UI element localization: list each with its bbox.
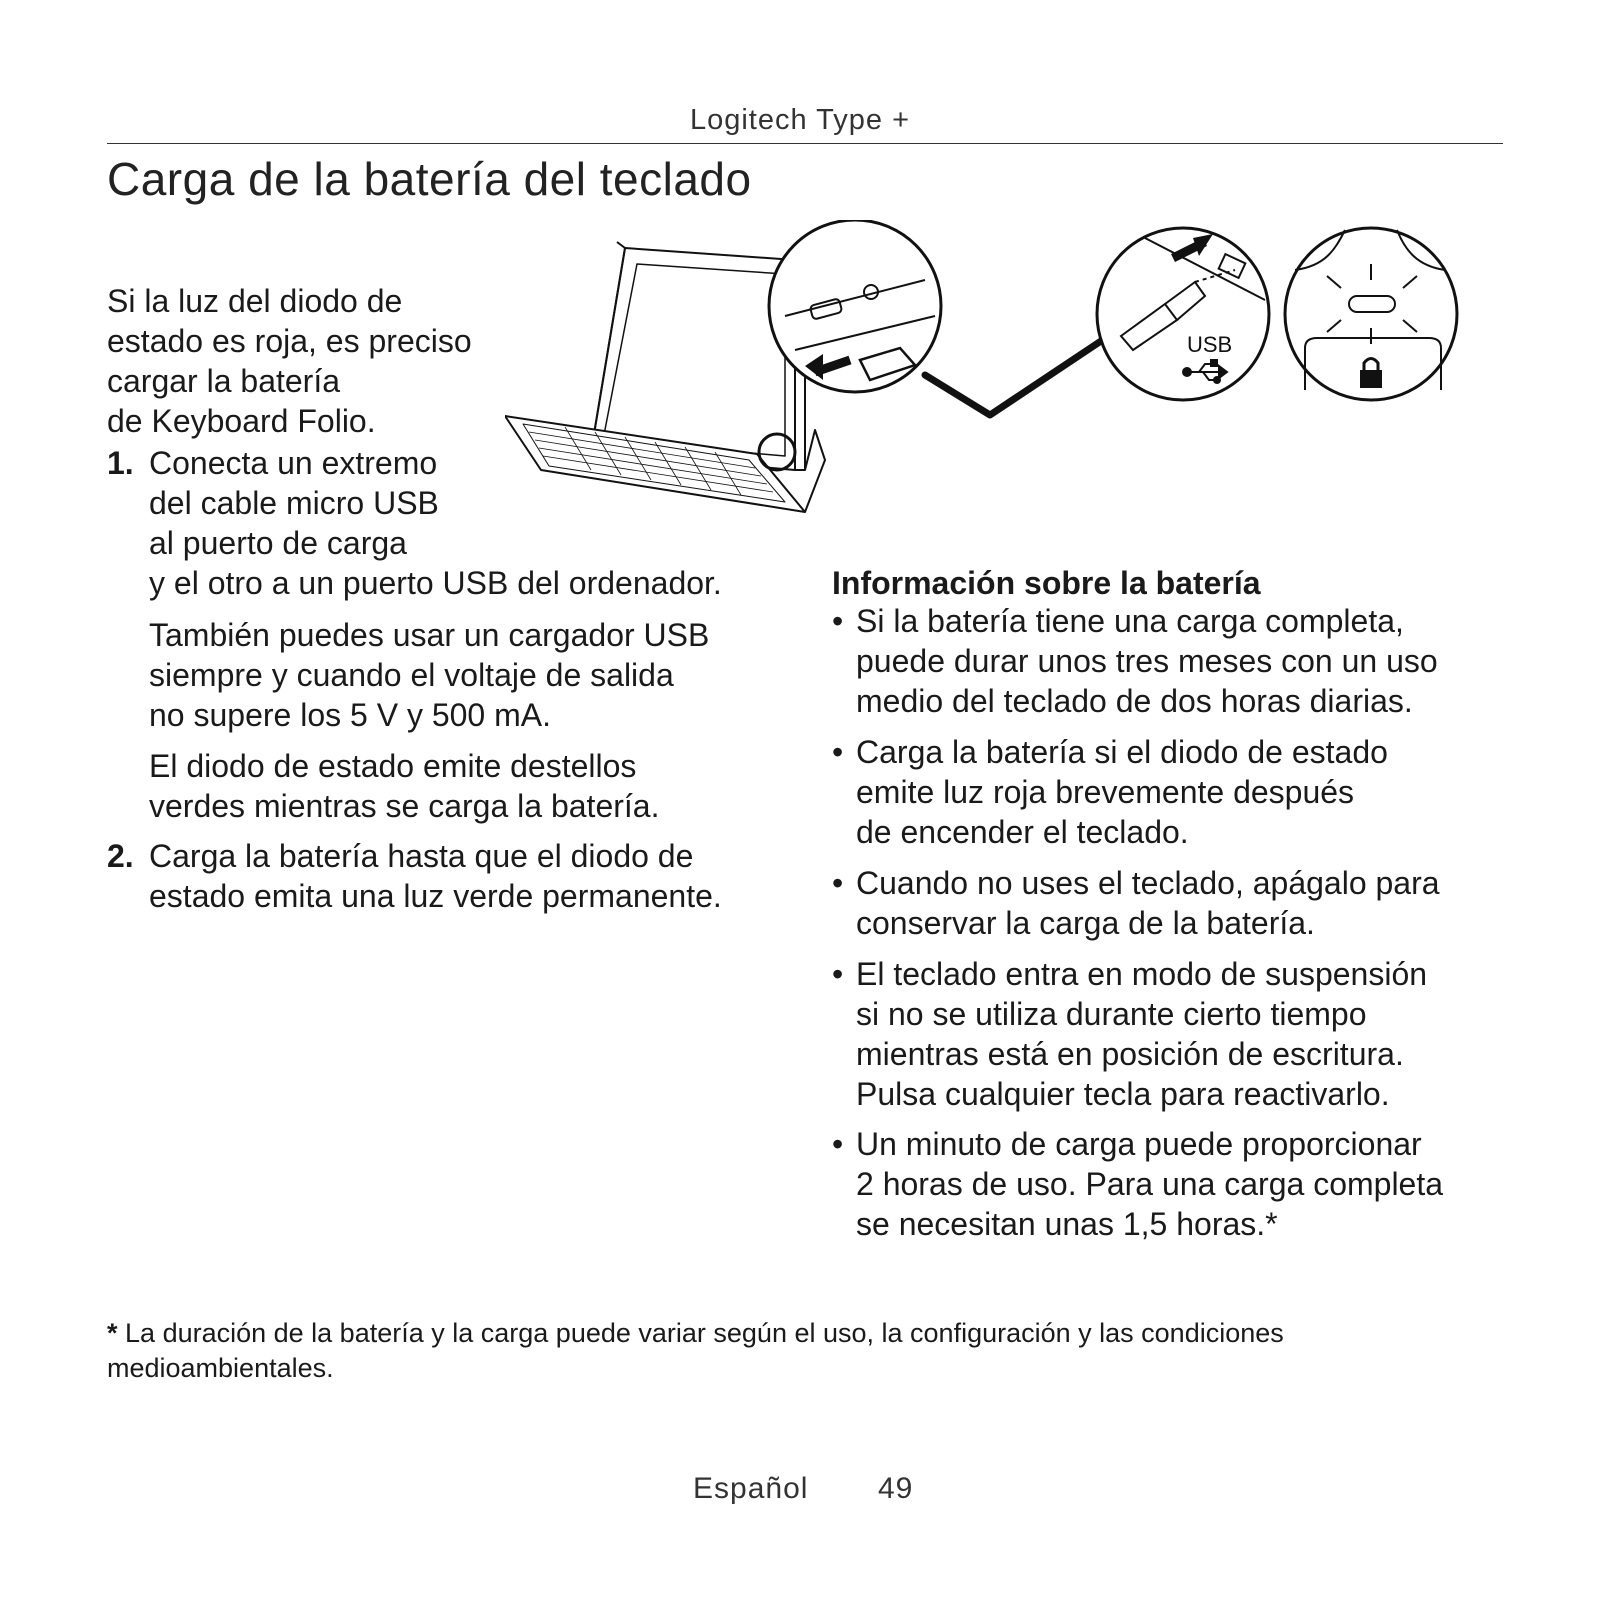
bullet-line: Pulsa cualquier tecla para reactivarlo. — [856, 1076, 1390, 1112]
footnote-line: medioambientales. — [107, 1353, 334, 1383]
intro-line: estado es roja, es preciso — [107, 323, 472, 359]
step-text — [149, 836, 789, 916]
usb-label: USB — [1187, 332, 1233, 357]
bullet-line: Cuando no uses el teclado, apágalo para — [856, 865, 1440, 901]
intro-paragraph — [107, 281, 527, 441]
footer-language: Español — [693, 1472, 809, 1505]
running-head: Logitech Type + — [689, 104, 911, 136]
note-line: El diodo de estado emite destellos — [149, 748, 637, 784]
bullet-line: emite luz roja brevemente después — [856, 774, 1355, 810]
bullet-line: conservar la carga de la batería. — [856, 905, 1315, 941]
bullet-dot: • — [832, 956, 844, 992]
bullet-dot: • — [832, 734, 844, 770]
bullet-text — [856, 863, 1526, 943]
battery-info-heading: Información sobre la batería — [832, 565, 1261, 601]
usb-a-connector-zoom — [1097, 228, 1269, 400]
step-number: 1. — [107, 445, 134, 481]
bullet-line: se necesitan unas 1,5 horas.* — [856, 1206, 1278, 1242]
step-line: y el otro a un puerto USB del ordenador. — [149, 565, 722, 601]
bullet-dot: • — [832, 1126, 844, 1162]
bullet-text — [856, 954, 1526, 1114]
note-line: no supere los 5 V y 500 mA. — [149, 697, 551, 733]
status-led-zoom — [1285, 228, 1457, 400]
footnote-line — [107, 1316, 1507, 1351]
header-rule — [107, 143, 1503, 144]
step-1-led-note — [149, 746, 769, 826]
bullet-line: medio del teclado de dos horas diarias. — [856, 683, 1413, 719]
step-line: Conecta un extremo — [149, 445, 438, 481]
step-line: del cable micro USB — [149, 485, 439, 521]
step-line: estado emita una luz verde permanente. — [149, 878, 722, 914]
bullet-line: de encender el teclado. — [856, 814, 1189, 850]
note-line: verdes mientras se carga la batería. — [149, 788, 660, 824]
bullet-line: mientras está en posición de escritura. — [856, 1036, 1404, 1072]
bullet-text — [856, 601, 1526, 721]
bullet-line: Si la batería tiene una carga completa, — [856, 603, 1404, 639]
bullet-text — [856, 732, 1526, 852]
step-line: Carga la batería hasta que el diodo de — [149, 838, 694, 874]
intro-line: cargar la batería — [107, 363, 341, 399]
bullet-line: Carga la batería si el diodo de estado — [856, 734, 1388, 770]
bullet-dot: • — [832, 603, 844, 639]
step-number: 2. — [107, 838, 134, 874]
usb-cable — [925, 335, 1110, 415]
page-number: 49 — [878, 1472, 914, 1505]
bullet-text — [856, 1124, 1526, 1244]
note-line: También puedes usar un cargador USB — [149, 617, 710, 653]
footnote — [107, 1316, 1507, 1386]
charging-illustration — [505, 220, 1505, 540]
intro-line: Si la luz del diodo de — [107, 283, 403, 319]
page-title: Carga de la batería del teclado — [107, 153, 752, 205]
intro-line: de Keyboard Folio. — [107, 403, 376, 439]
bullet-line: Un minuto de carga puede proporcionar — [856, 1126, 1422, 1162]
note-line: siempre y cuando el voltaje de salida — [149, 657, 674, 693]
bullet-line: El teclado entra en modo de suspensión — [856, 956, 1428, 992]
footnote-text: La duración de la batería y la carga puede variar según el uso, la configuración y las condiciones — [125, 1318, 1284, 1348]
step-line: al puerto de carga — [149, 525, 407, 561]
bullet-line: 2 horas de uso. Para una carga completa — [856, 1166, 1444, 1202]
bullet-line: si no se utiliza durante cierto tiempo — [856, 996, 1367, 1032]
bullet-dot: • — [832, 865, 844, 901]
bullet-line: puede durar unos tres meses con un uso — [856, 643, 1438, 679]
micro-usb-port-zoom — [769, 220, 941, 392]
step-1-note — [149, 615, 769, 735]
footnote-marker: * — [107, 1318, 118, 1348]
